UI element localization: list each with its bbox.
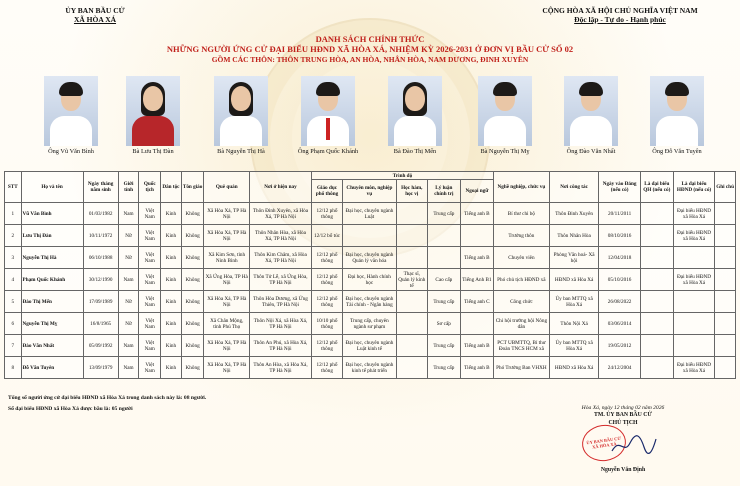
candidate-caption: Bà Lưu Thị Đàn (132, 148, 174, 155)
candidate-photo (301, 76, 355, 146)
table-row (5, 269, 736, 291)
table-cell: 03/06/2014 (599, 313, 640, 335)
table-cell: 06/10/1988 (83, 247, 118, 269)
table-cell: Không (181, 357, 204, 379)
table-cell: Kinh (161, 335, 182, 357)
col-header: Ngày vào Đảng (nếu có) (599, 172, 640, 203)
table-cell: Nữ (118, 313, 139, 335)
table-cell: Nam (118, 269, 139, 291)
table-cell: HĐND xã Hòa Xá (549, 357, 599, 379)
table-cell: Thôn Hòa Dương, xã Ứng Thiên, TP Hà Nội (249, 291, 311, 313)
table-cell: 05/09/1992 (83, 335, 118, 357)
document-villages: GỒM CÁC THÔN: THÔN TRUNG HÒA, AN HÒA, NHÂN HÒA, NAM DƯƠNG, ĐINH XUYÊN (211, 55, 529, 64)
table-cell: Kinh (161, 225, 182, 247)
table-cell (460, 225, 493, 247)
issuer-header (40, 6, 150, 24)
col-header: Là đại biểu QH (nếu có) (640, 172, 673, 203)
table-cell: Trung cấp (427, 203, 460, 225)
table-cell (640, 269, 673, 291)
table-cell: Xã Hòa Xá, TP Hà Nội (204, 225, 249, 247)
table-cell: Cao cấp (427, 269, 460, 291)
document-titles (0, 34, 740, 65)
table-cell: Tiếng anh B (460, 203, 493, 225)
table-cell: Phó Trưởng Ban VHXH (493, 357, 549, 379)
national-title: CỘNG HÒA XÃ HỘI CHỦ NGHĨA VIỆT NAM (542, 6, 698, 15)
table-cell: Không (181, 225, 204, 247)
table-cell: Thôn Nội Xá (549, 313, 599, 335)
table-cell: 1 (5, 203, 22, 225)
table-cell: Đỗ Văn Tuyên (21, 357, 83, 379)
col-header: Dân tộc (161, 172, 182, 203)
candidate-photo (650, 76, 704, 146)
table-cell: Việt Nam (139, 357, 161, 379)
table-cell: Phạm Quốc Khánh (21, 269, 83, 291)
table-row (5, 225, 736, 247)
issuer-line-1: ỦY BAN BẦU CỬ (65, 6, 125, 15)
table-body (5, 203, 736, 379)
table-cell: Đại học, chuyên ngành Quản lý văn hóa (343, 247, 397, 269)
table-cell (715, 269, 736, 291)
table-cell: Kinh (161, 269, 182, 291)
table-cell: Tiếng anh B (460, 247, 493, 269)
table-cell: Nữ (118, 247, 139, 269)
candidate-photo-card (546, 76, 636, 155)
document-subtitle: NHỮNG NGƯỜI ỨNG CỬ ĐẠI BIỂU HĐND XÃ HÒA XÁ, NHIỆM KỲ 2026-2031 Ở ĐƠN VỊ BẦU CỬ SỐ 02 (166, 44, 574, 54)
table-cell: Không (181, 203, 204, 225)
table-cell: Không (181, 269, 204, 291)
candidate-caption: Bà Nguyễn Thị Mỵ (480, 148, 530, 155)
footnote-seats: Số đại biểu HĐND xã Hòa Xá được bầu là: 05 người (8, 406, 133, 412)
table-cell: Trung cấp (427, 357, 460, 379)
candidate-caption: Ông Đào Văn Nhất (566, 148, 616, 155)
table-row (5, 203, 736, 225)
table-cell: Công chức (493, 291, 549, 313)
group-header: Trình độ (312, 172, 494, 180)
table-cell (673, 291, 714, 313)
table-cell (640, 225, 673, 247)
table-cell: Đào Văn Nhất (21, 335, 83, 357)
table-cell: Kinh (161, 291, 182, 313)
table-cell: Kinh (161, 203, 182, 225)
candidate-photo-card (196, 76, 286, 155)
col-header: Chuyên môn, nghiệp vụ (343, 180, 397, 203)
table-cell: Xã Hòa Xá, TP Hà Nội (204, 203, 249, 225)
table-cell: Đại biểu HĐND xã Hòa Xá (673, 203, 714, 225)
table-cell: Không (181, 291, 204, 313)
signature-block (548, 405, 698, 473)
sign-org: TM. ỦY BAN BẦU CỬ (593, 412, 653, 418)
table-row (5, 335, 736, 357)
sign-date: Hòa Xá, ngày 12 tháng 02 năm 2026 (581, 405, 665, 411)
table-cell: 13/09/1979 (83, 357, 118, 379)
candidate-photo-card (26, 76, 116, 155)
col-header: Quốc tịch (139, 172, 161, 203)
table-cell (396, 247, 427, 269)
table-cell: Vũ Văn Bình (21, 203, 83, 225)
document-title: DANH SÁCH CHÍNH THỨC (315, 34, 425, 44)
table-cell: Xã Ứng Hòa, TP Hà Nội (204, 269, 249, 291)
table-cell (396, 357, 427, 379)
table-cell: Thôn Đinh Xuyên, xã Hòa Xá, TP Hà Nội (249, 203, 311, 225)
table-cell: Nữ (118, 291, 139, 313)
table-cell: 12/12 phổ thông (312, 269, 343, 291)
table-cell (396, 225, 427, 247)
table-cell: Trung cấp (427, 335, 460, 357)
table-cell: Thôn Nhân Hòa (549, 225, 599, 247)
table-cell (715, 203, 736, 225)
table-cell: Việt Nam (139, 203, 161, 225)
table-cell: Đại học, chuyên ngành Tài chính - Ngân hàng (343, 291, 397, 313)
table-cell: Thôn Kim Châm, xã Hòa Xá, TP Hà Nội (249, 247, 311, 269)
table-cell: Kinh (161, 313, 182, 335)
candidate-caption: Bà Đào Thị Mến (393, 148, 437, 155)
candidate-photo (214, 76, 268, 146)
table-cell: 5 (5, 291, 22, 313)
candidate-photo (388, 76, 442, 146)
table-cell (673, 313, 714, 335)
table-cell (640, 313, 673, 335)
table-cell: Xã Hòa Xá, TP Hà Nội (204, 335, 249, 357)
table-cell: Tiếng anh B (460, 335, 493, 357)
table-cell (460, 313, 493, 335)
table-cell: 26/08/2022 (599, 291, 640, 313)
footnote-total: Tổng số người ứng cử đại biểu HĐND xã Hòa Xá trong danh sách này là: 08 người. (8, 395, 207, 401)
table-cell: 16/8/1965 (83, 313, 118, 335)
candidate-table (4, 171, 736, 379)
table-cell: 12/12 phổ thông (312, 357, 343, 379)
col-header: Nơi công tác (549, 172, 599, 203)
table-cell (640, 203, 673, 225)
table-cell: 7 (5, 335, 22, 357)
table-cell: Thôn Tử Lễ, xã Ứng Hòa, TP Hà Nội (249, 269, 311, 291)
col-header: Nơi ở hiện nay (249, 172, 311, 203)
candidate-caption: Ông Đỗ Văn Tuyên (652, 148, 702, 155)
candidate-photo (44, 76, 98, 146)
table-cell (396, 291, 427, 313)
table-cell: Nam (118, 335, 139, 357)
table-cell: Thôn Đinh Xuyên (549, 203, 599, 225)
table-cell: Tiếng anh B (460, 357, 493, 379)
table-cell: 05/10/2016 (599, 269, 640, 291)
table-cell: Việt Nam (139, 335, 161, 357)
national-motto: Độc lập - Tự do - Hạnh phúc (574, 15, 666, 24)
table-cell (427, 247, 460, 269)
table-cell: 12/12 bổ túc (312, 225, 343, 247)
table-cell: Nam (118, 203, 139, 225)
table-cell (715, 313, 736, 335)
col-header: Ghi chú (715, 172, 736, 203)
table-cell (715, 357, 736, 379)
table-cell (715, 225, 736, 247)
candidate-photo-card (283, 76, 373, 155)
table-cell: Phó chủ tịch HĐND xã (493, 269, 549, 291)
table-cell: Tiếng anh C (460, 291, 493, 313)
table-row (5, 357, 736, 379)
col-header: STT (5, 172, 22, 203)
candidate-caption: Ông Phạm Quốc Khánh (297, 148, 359, 155)
table-cell: 12/12 phổ thông (312, 335, 343, 357)
table-cell: Việt Nam (139, 247, 161, 269)
table-cell: Đại học, Hành chính học (343, 269, 397, 291)
table-cell (427, 225, 460, 247)
table-cell: Trưởng thôn (493, 225, 549, 247)
table-cell: Trung cấp (427, 291, 460, 313)
table-cell: Kinh (161, 357, 182, 379)
col-header: Ngoại ngữ (460, 180, 493, 203)
table-cell: Không (181, 313, 204, 335)
table-cell: Bí thư chi bộ (493, 203, 549, 225)
table-cell (715, 247, 736, 269)
candidate-photo-card (632, 76, 722, 155)
table-cell: 01/03/1982 (83, 203, 118, 225)
table-cell: Lưu Thị Đàn (21, 225, 83, 247)
candidate-photo-card (108, 76, 198, 155)
stamp-text: ỦY BAN BẦU CỬ XÃ HÒA XÁ (586, 435, 622, 450)
table-cell: Việt Nam (139, 291, 161, 313)
table-cell: Trung cấp, chuyên ngành sư phạm (343, 313, 397, 335)
table-cell: Thôn An Phú, xã Hòa Xá, TP Hà Nội (249, 335, 311, 357)
table-cell: Thôn An Hòa, xã Hòa Xá, TP Hà Nội (249, 357, 311, 379)
col-header: Giáo dục phổ thông (312, 180, 343, 203)
table-cell (640, 247, 673, 269)
national-header (500, 6, 740, 24)
table-cell (343, 225, 397, 247)
table-cell (640, 357, 673, 379)
table-cell: 08/10/2016 (599, 225, 640, 247)
table-cell (673, 335, 714, 357)
table-cell: 24/12/2004 (599, 357, 640, 379)
table-cell: 6 (5, 313, 22, 335)
table-cell (673, 247, 714, 269)
table-cell: Kinh (161, 247, 182, 269)
table-cell: Tiếng Anh B1 (460, 269, 493, 291)
table-row (5, 291, 736, 313)
table-cell: Đại biểu HĐND xã Hòa Xá (673, 225, 714, 247)
candidate-photos (0, 76, 740, 172)
table-cell (640, 291, 673, 313)
table-cell: Ủy ban MTTQ xã Hòa Xá (549, 291, 599, 313)
table-cell: 10/11/1972 (83, 225, 118, 247)
table-cell: 19/05/2012 (599, 335, 640, 357)
table-cell (640, 335, 673, 357)
table-cell: Thôn Nội Xá, xã Hòa Xá, TP Hà Nội (249, 313, 311, 335)
table-cell: Việt Nam (139, 269, 161, 291)
table-cell: 30/12/1990 (83, 269, 118, 291)
table-cell: 17/09/1989 (83, 291, 118, 313)
table-cell: Nữ (118, 225, 139, 247)
table-cell (396, 203, 427, 225)
candidate-photo (564, 76, 618, 146)
table-cell: Đại học, chuyên ngành Luật kinh tế (343, 335, 397, 357)
table-cell: 12/12 phổ thông (312, 203, 343, 225)
col-header: Là đại biểu HĐND (nếu có) (673, 172, 714, 203)
table-cell: Thôn Nhân Hòa, xã Hòa Xá, TP Hà Nội (249, 225, 311, 247)
table-cell: Ủy ban MTTQ xã Hòa Xá (549, 335, 599, 357)
col-header: Lý luận chính trị (427, 180, 460, 203)
candidate-caption: Bà Nguyễn Thị Hà (217, 148, 265, 155)
col-header: Họ và tên (21, 172, 83, 203)
table-cell: 12/12 phổ thông (312, 247, 343, 269)
table-cell: Đào Thị Mến (21, 291, 83, 313)
col-header: Nghề nghiệp, chức vụ (493, 172, 549, 203)
table-cell: Đại học, chuyên ngành kinh tế phát triển (343, 357, 397, 379)
sign-title: CHỦ TỊCH (608, 420, 638, 426)
table-cell: Xã Hòa Xá, TP Hà Nội (204, 357, 249, 379)
col-header: Giới tính (118, 172, 139, 203)
candidate-caption: Ông Vũ Văn Bình (48, 148, 94, 155)
table-cell: 8 (5, 357, 22, 379)
table-cell: Nguyễn Thị Hà (21, 247, 83, 269)
table-cell: Thạc sĩ, Quản lý kinh tế (398, 270, 426, 289)
candidate-photo (478, 76, 532, 146)
col-header: Quê quán (204, 172, 249, 203)
table-cell (396, 335, 427, 357)
table-cell: Không (181, 335, 204, 357)
signer-name: Nguyễn Văn Định (600, 467, 646, 473)
table-cell: Chuyên viên (493, 247, 549, 269)
table-cell (715, 335, 736, 357)
table-cell (396, 313, 427, 335)
issuer-line-2: XÃ HÒA XÁ (73, 15, 117, 24)
table-cell: 20/11/2011 (599, 203, 640, 225)
table-cell: 12/12 phổ thông (312, 291, 343, 313)
signature-scribble (610, 433, 658, 457)
col-header: Ngày tháng năm sinh (83, 172, 118, 203)
table-cell: 10/10 phổ thông (312, 313, 343, 335)
table-cell: PCT UBMTTQ, Bí thư Đoàn TNCS HCM xã (493, 335, 549, 357)
table-cell: 4 (5, 269, 22, 291)
table-cell: Việt Nam (139, 225, 161, 247)
table-cell: Nguyễn Thị Mỵ (21, 313, 83, 335)
candidate-photo (126, 76, 180, 146)
table-cell: Không (181, 247, 204, 269)
table-row (5, 247, 736, 269)
table-cell: Đại biểu HĐND xã Hòa Xá (673, 357, 714, 379)
table-cell (715, 291, 736, 313)
table-cell: Đại biểu HĐND xã Hòa Xá (673, 269, 714, 291)
table-cell: Đại học, chuyên ngành Luật (343, 203, 397, 225)
table-cell: HĐND xã Hòa Xá (549, 269, 599, 291)
table-cell: Xã Chân Mộng, tỉnh Phú Thọ (204, 313, 249, 335)
candidate-photo-card (370, 76, 460, 155)
table-cell: Sơ cấp (427, 313, 460, 335)
table-cell: Phòng Văn hoá- Xã hội (549, 247, 599, 269)
table-cell: Nam (118, 357, 139, 379)
table-cell: Việt Nam (139, 313, 161, 335)
table-row (5, 313, 736, 335)
candidate-photo-card (460, 76, 550, 155)
table-cell: 12/04/2018 (599, 247, 640, 269)
col-header: Học hàm, học vị (396, 180, 427, 203)
table-cell: Xã Hòa Xá, TP Hà Nội (204, 291, 249, 313)
table-cell: 2 (5, 225, 22, 247)
table-cell: Chi hội trưởng hội Nông dân (493, 313, 549, 335)
table-cell: Xã Kim Sơn, tỉnh Ninh Bình (204, 247, 249, 269)
table-cell: 3 (5, 247, 22, 269)
col-header: Tôn giáo (181, 172, 204, 203)
